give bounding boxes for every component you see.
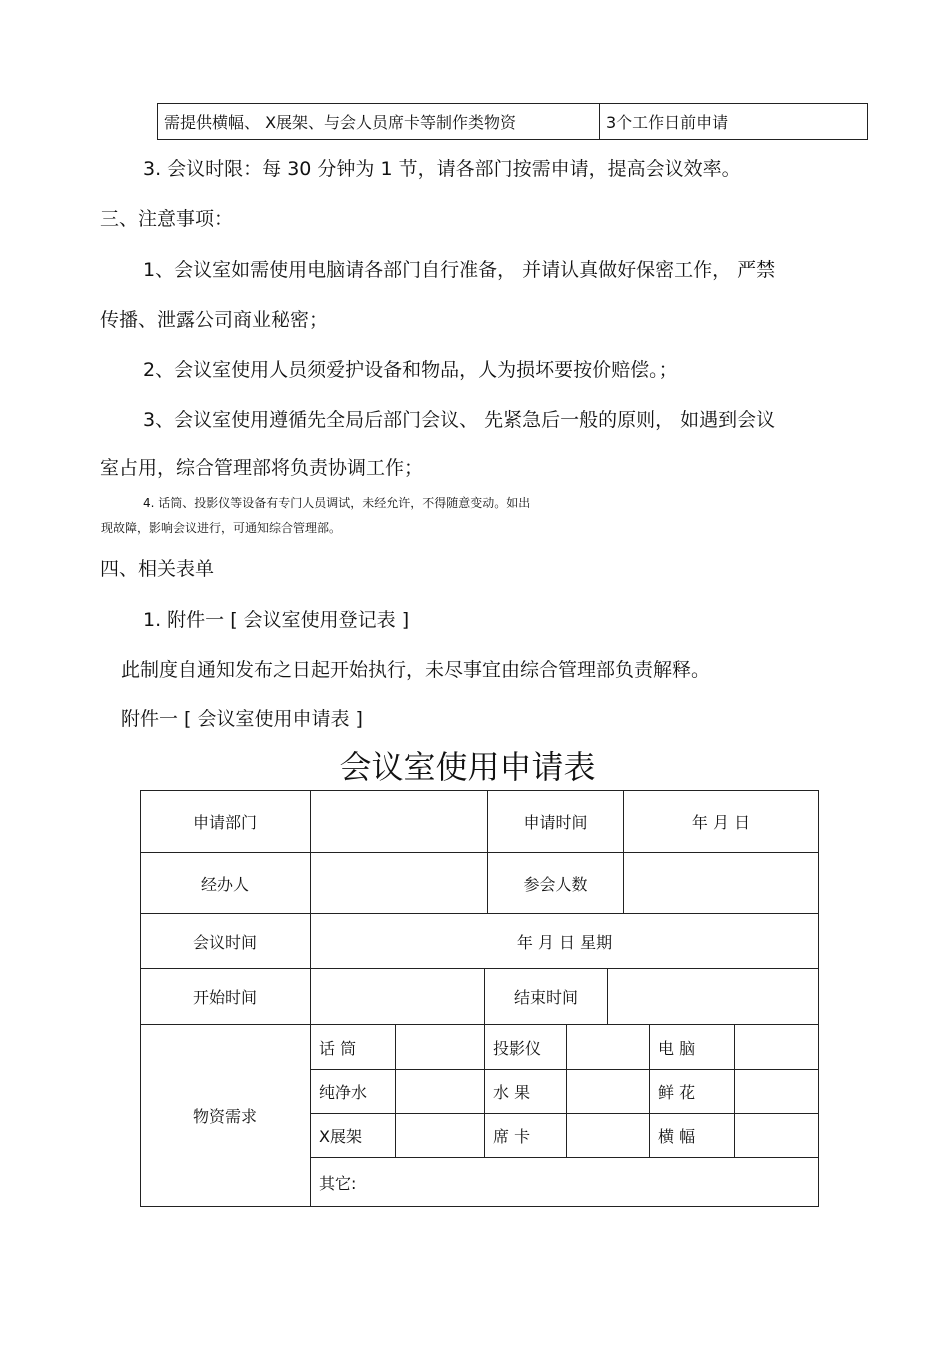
section3-item4-line2: 现故障，影响会议进行，可通知综合管理部。 <box>101 521 342 535</box>
material-microphone-label: 话 筒 <box>319 1038 357 1058</box>
section3-item1-line2: 传播、泄露公司商业秘密； <box>100 309 329 331</box>
material-fruit-field[interactable] <box>567 1070 649 1113</box>
attendees-label: 参会人数 <box>523 874 588 894</box>
meeting-time-label: 会议时间 <box>192 932 257 952</box>
section4-item1: 1. 附件一 [ 会议室使用登记表 ] <box>143 609 410 631</box>
material-namecard-field[interactable] <box>567 1114 649 1157</box>
attendees-field[interactable] <box>624 853 818 913</box>
material-projector-label: 投影仪 <box>493 1038 542 1058</box>
section3-item2: 2、会议室使用人员须爱护设备和物品，人为损坏要按价赔偿。； <box>143 359 678 381</box>
section3-item4-line1: 4. 话筒、投影仪等设备有专门人员调试，未经允许，不得随意变动。如出 <box>143 496 531 510</box>
attachment-label: 附件一 [ 会议室使用申请表 ] <box>121 708 363 730</box>
section3-heading: 三、注意事项： <box>100 208 234 230</box>
material-water-field[interactable] <box>396 1070 484 1113</box>
closing-statement: 此制度自通知发布之日起开始执行，未尽事宜由综合管理部负责解释。 <box>121 659 711 681</box>
form-title: 会议室使用申请表 <box>339 748 596 786</box>
application-form <box>140 790 819 1207</box>
materials-label: 物资需求 <box>192 1107 257 1126</box>
end-time-field[interactable] <box>608 969 818 1024</box>
time-limit-paragraph: 3. 会议时限：每 30 分钟为 1 节，请各部门按需申请，提高会议效率。 <box>143 158 741 180</box>
material-namecard-label: 席 卡 <box>493 1127 531 1146</box>
end-time-label: 结束时间 <box>513 988 578 1007</box>
section3-item3-line2: 室占用，综合管理部将负责协调工作； <box>100 457 424 479</box>
dept-label: 申请部门 <box>192 812 257 832</box>
apply-time-label: 申请时间 <box>523 812 588 832</box>
material-microphone-field[interactable] <box>396 1025 484 1069</box>
material-flowers-field[interactable] <box>735 1070 818 1113</box>
form-border-bottom <box>140 1206 819 1207</box>
requirement-item-cell: 需提供横幅、 X展架、与会人员席卡等制作类物资 <box>158 104 600 140</box>
material-xstand-field[interactable] <box>396 1114 484 1157</box>
handler-field[interactable] <box>311 853 487 913</box>
section3-item3-line1: 3、会议室使用遵循先全局后部门会议、 先紧急后一般的原则， 如遇到会议 <box>143 409 776 431</box>
apply-date-field[interactable]: 年 月 日 <box>691 812 751 832</box>
material-banner-label: 横 幅 <box>658 1127 696 1146</box>
material-flowers-label: 鲜 花 <box>658 1083 696 1102</box>
material-banner-field[interactable] <box>735 1114 818 1157</box>
requirement-deadline-cell: 3个工作日前申请 <box>600 104 868 140</box>
material-projector-field[interactable] <box>567 1025 649 1069</box>
start-time-field[interactable] <box>311 969 484 1024</box>
material-water-label: 纯净水 <box>319 1083 368 1102</box>
section4-heading: 四、相关表单 <box>100 558 215 580</box>
other-materials-field[interactable]: 其它: <box>319 1173 357 1193</box>
material-fruit-label: 水 果 <box>493 1083 531 1102</box>
meeting-date-field[interactable]: 年 月 日 星期 <box>516 932 613 952</box>
dept-field[interactable] <box>311 790 487 852</box>
start-time-label: 开始时间 <box>192 988 257 1007</box>
handler-label: 经办人 <box>200 874 249 894</box>
section3-item1-line1: 1、会议室如需使用电脑请各部门自行准备， 并请认真做好保密工作， 严禁 <box>143 259 776 281</box>
material-xstand-label: X展架 <box>319 1127 362 1146</box>
requirements-table <box>157 103 868 140</box>
material-computer-field[interactable] <box>735 1025 818 1069</box>
material-computer-label: 电 脑 <box>658 1038 696 1058</box>
